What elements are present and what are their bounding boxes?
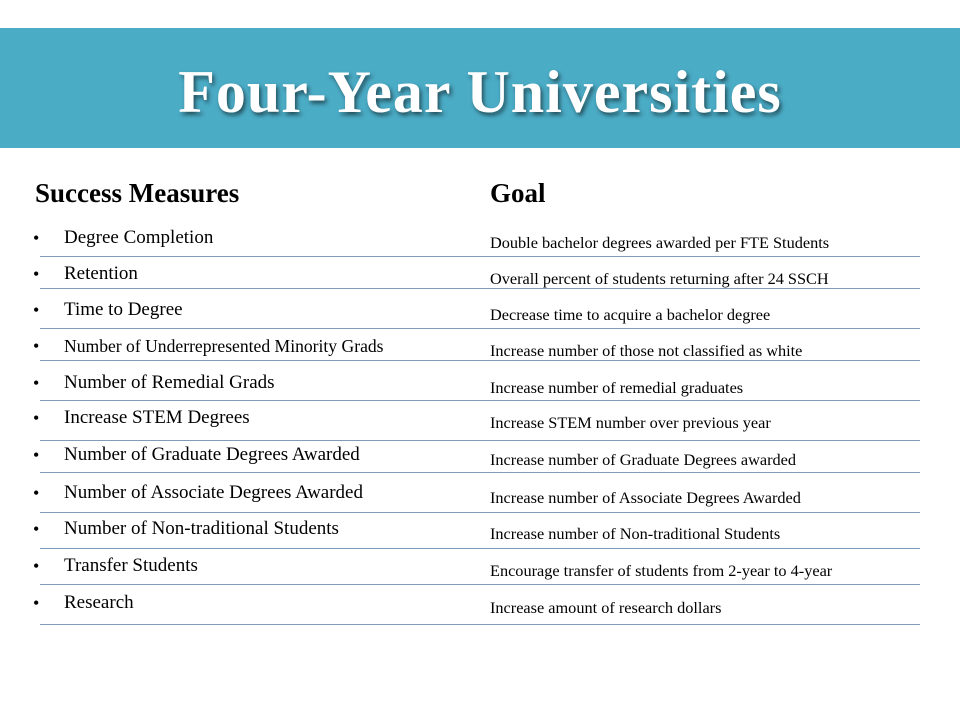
success-measure: Increase STEM Degrees <box>64 407 250 428</box>
goal-text: Increase number of Associate Degrees Awarded <box>490 488 801 507</box>
table-row <box>0 371 960 407</box>
table-row <box>0 591 960 627</box>
row-divider <box>40 512 920 513</box>
goal-text: Increase number of Non-traditional Students <box>490 524 781 543</box>
goal-text: Overall percent of students returning after 24 SSCH <box>490 269 829 288</box>
row-divider <box>40 472 920 473</box>
success-measure: Degree Completion <box>64 227 214 248</box>
bullet-icon: • <box>33 373 40 393</box>
success-measures-heading: Success Measures <box>35 178 240 208</box>
bullet-icon: • <box>33 483 40 503</box>
row-divider <box>40 624 920 625</box>
success-measure: Number of Remedial Grads <box>64 372 275 393</box>
goal-text: Increase STEM number over previous year <box>490 413 771 432</box>
page-title: Four-Year Universities <box>178 59 782 125</box>
table-row <box>0 262 960 298</box>
table-row <box>0 406 960 442</box>
bullet-icon: • <box>33 445 40 465</box>
goal-text: Double bachelor degrees awarded per FTE Students <box>490 233 830 252</box>
success-measure: Number of Associate Degrees Awarded <box>64 482 363 503</box>
goal-heading: Goal <box>490 178 546 208</box>
goal-text: Increase number of remedial graduates <box>490 378 744 397</box>
success-measure: Research <box>64 592 134 613</box>
row-divider <box>40 328 920 329</box>
goal-text: Increase amount of research dollars <box>490 598 722 617</box>
row-divider <box>40 360 920 361</box>
success-measure: Transfer Students <box>64 555 198 576</box>
row-divider <box>40 584 920 585</box>
success-measure: Retention <box>64 263 138 284</box>
row-divider <box>40 440 920 441</box>
row-divider <box>40 288 920 289</box>
success-measure: Number of Graduate Degrees Awarded <box>64 444 360 465</box>
row-divider <box>40 548 920 549</box>
bullet-icon: • <box>33 300 40 320</box>
bullet-icon: • <box>33 264 40 284</box>
bullet-icon: • <box>33 336 40 356</box>
goal-text: Encourage transfer of students from 2-year to 4-year <box>490 561 833 580</box>
row-divider <box>40 256 920 257</box>
success-measure: Number of Non-traditional Students <box>64 518 339 539</box>
table-row <box>0 334 960 370</box>
bullet-icon: • <box>33 519 40 539</box>
bullet-icon: • <box>33 408 40 428</box>
success-measure: Time to Degree <box>64 299 183 320</box>
table-row <box>0 443 960 479</box>
success-measure: Number of Underrepresented Minority Grads <box>64 336 384 356</box>
bullet-icon: • <box>33 556 40 576</box>
row-divider <box>40 400 920 401</box>
goal-text: Decrease time to acquire a bachelor degree <box>490 305 771 324</box>
bullet-icon: • <box>33 593 40 613</box>
goal-text: Increase number of Graduate Degrees awarded <box>490 450 797 469</box>
goal-text: Increase number of those not classified as white <box>490 341 803 360</box>
bullet-icon: • <box>33 228 40 248</box>
title-banner <box>0 28 960 148</box>
